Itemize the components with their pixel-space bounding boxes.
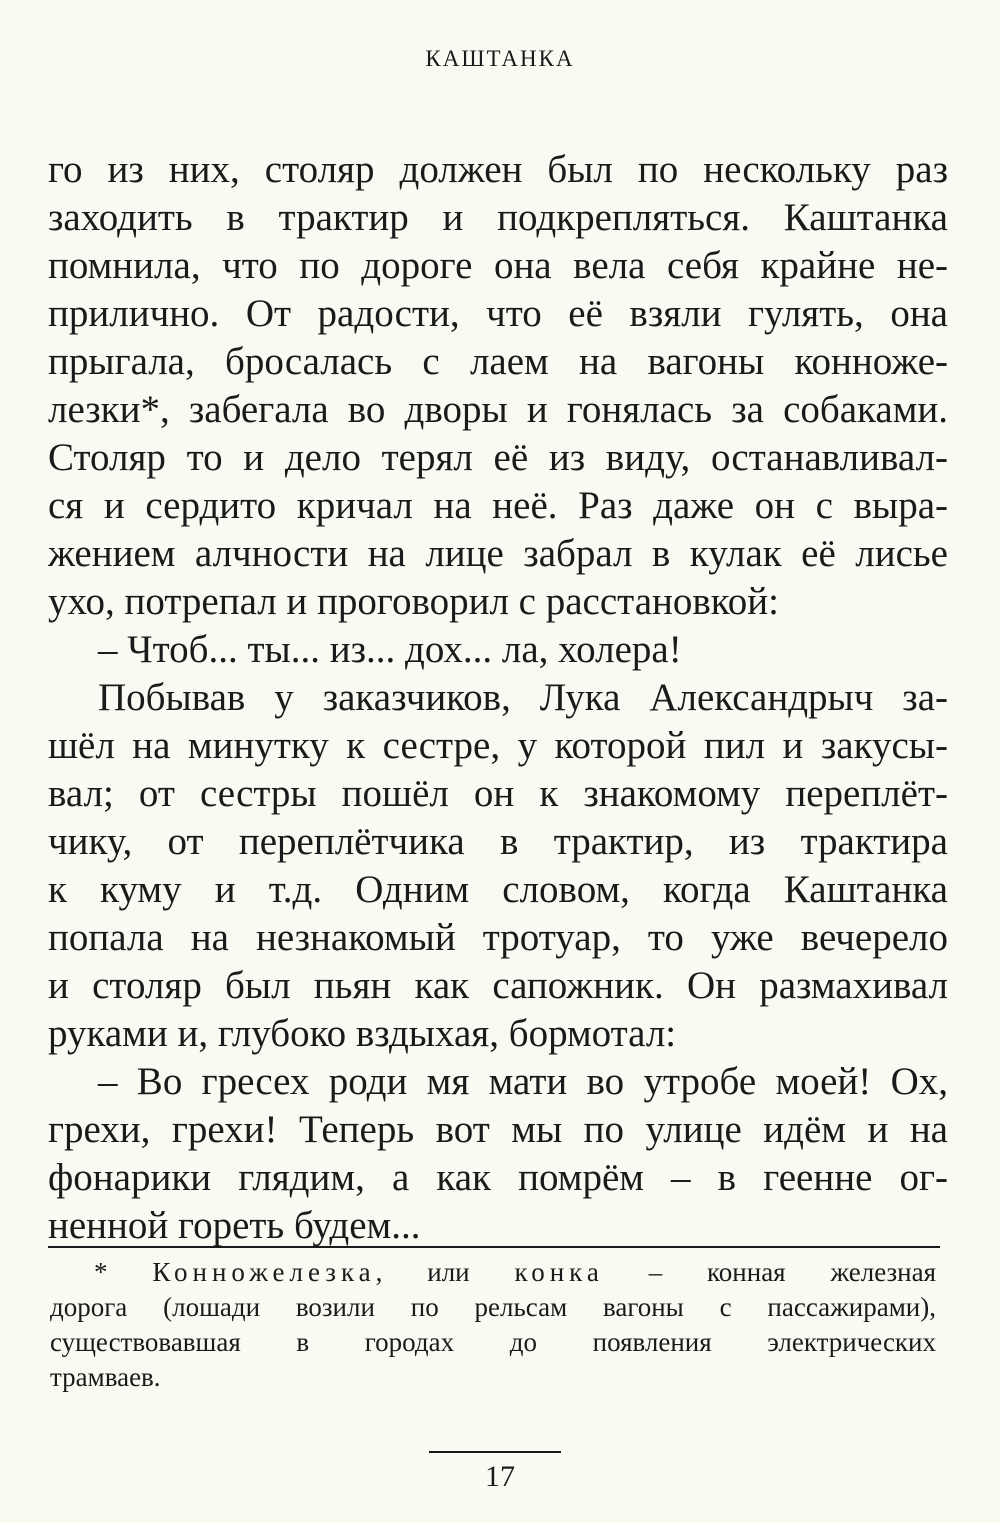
text-line: фонарики глядим, а как помрём – в геенне ог- (48, 1156, 948, 1199)
dialogue-line: – Чтоб... ты... из... дох... ла, холера! (98, 628, 682, 671)
footnote-connector: , или (375, 1257, 470, 1287)
text-line: ся и сердито кричал на неё. Раз даже он с выра- (48, 484, 948, 527)
footnote-line: существовавшая в городах до появления электрических (50, 1327, 936, 1357)
text-line: прыгала, бросалась с лаем на вагоны конноже- (48, 340, 948, 383)
text-line: к куму и т.д. Одним словом, когда Каштанка (48, 868, 948, 911)
text-line: попала на незнакомый тротуар, то уже вечерело (48, 916, 948, 959)
text-line: руками и, глубоко вздыхая, бормотал: (48, 1012, 677, 1055)
text-line: вал; от сестры пошёл он к знакомому переплёт- (48, 772, 948, 815)
footnote-divider (48, 1246, 940, 1248)
footnote (50, 1255, 936, 1395)
page-number: 17 (485, 1460, 515, 1493)
text-line: жением алчности на лице забрал в кулак её лисье (48, 532, 948, 575)
text-line: го из них, столяр должен был по нескольку раз (48, 148, 948, 191)
text-line: ухо, потрепал и проговорил с расстановкой: (48, 580, 779, 623)
running-head: КАШТАНКА (425, 46, 575, 71)
text-line: прилично. От радости, что её взяли гулять, она (48, 292, 948, 335)
footnote-marker: * (94, 1257, 108, 1287)
main-text (48, 146, 948, 1250)
footnote-definition: – конная железная (648, 1257, 937, 1287)
text-line: помнила, что по дороге она вела себя крайне не- (48, 244, 948, 287)
text-line: Столяр то и дело терял её из виду, останавливал- (48, 436, 948, 479)
footnote-line: дорога (лошади возили по рельсам вагоны с пассажирами), (50, 1292, 936, 1322)
text-line: заходить в трактир и подкрепляться. Каштанка (48, 196, 948, 239)
text-line: чику, от переплётчика в трактир, из трактира (48, 820, 948, 863)
page-number-divider (429, 1451, 561, 1453)
text-line: ненной гореть будем... (48, 1204, 421, 1247)
text-line: шёл на минутку к сестре, у которой пил и закусы- (48, 724, 948, 767)
paragraph-start-line: Побывав у заказчиков, Лука Александрыч за- (98, 676, 948, 719)
footnote-term: Конножелезка (152, 1257, 376, 1287)
text-line: грехи, грехи! Теперь вот мы по улице идём и на (48, 1108, 948, 1151)
dialogue-line: – Во гресех роди мя мати во утробе моей! Ох, (98, 1060, 948, 1103)
footnote-term: конка (514, 1257, 604, 1287)
text-line: и столяр был пьян как сапожник. Он размахивал (48, 964, 948, 1007)
text-line: лезки*, забегала во дворы и гонялась за собаками. (48, 388, 948, 431)
footnote-line (50, 1255, 936, 1290)
footnote-line: трамваев. (50, 1362, 161, 1392)
